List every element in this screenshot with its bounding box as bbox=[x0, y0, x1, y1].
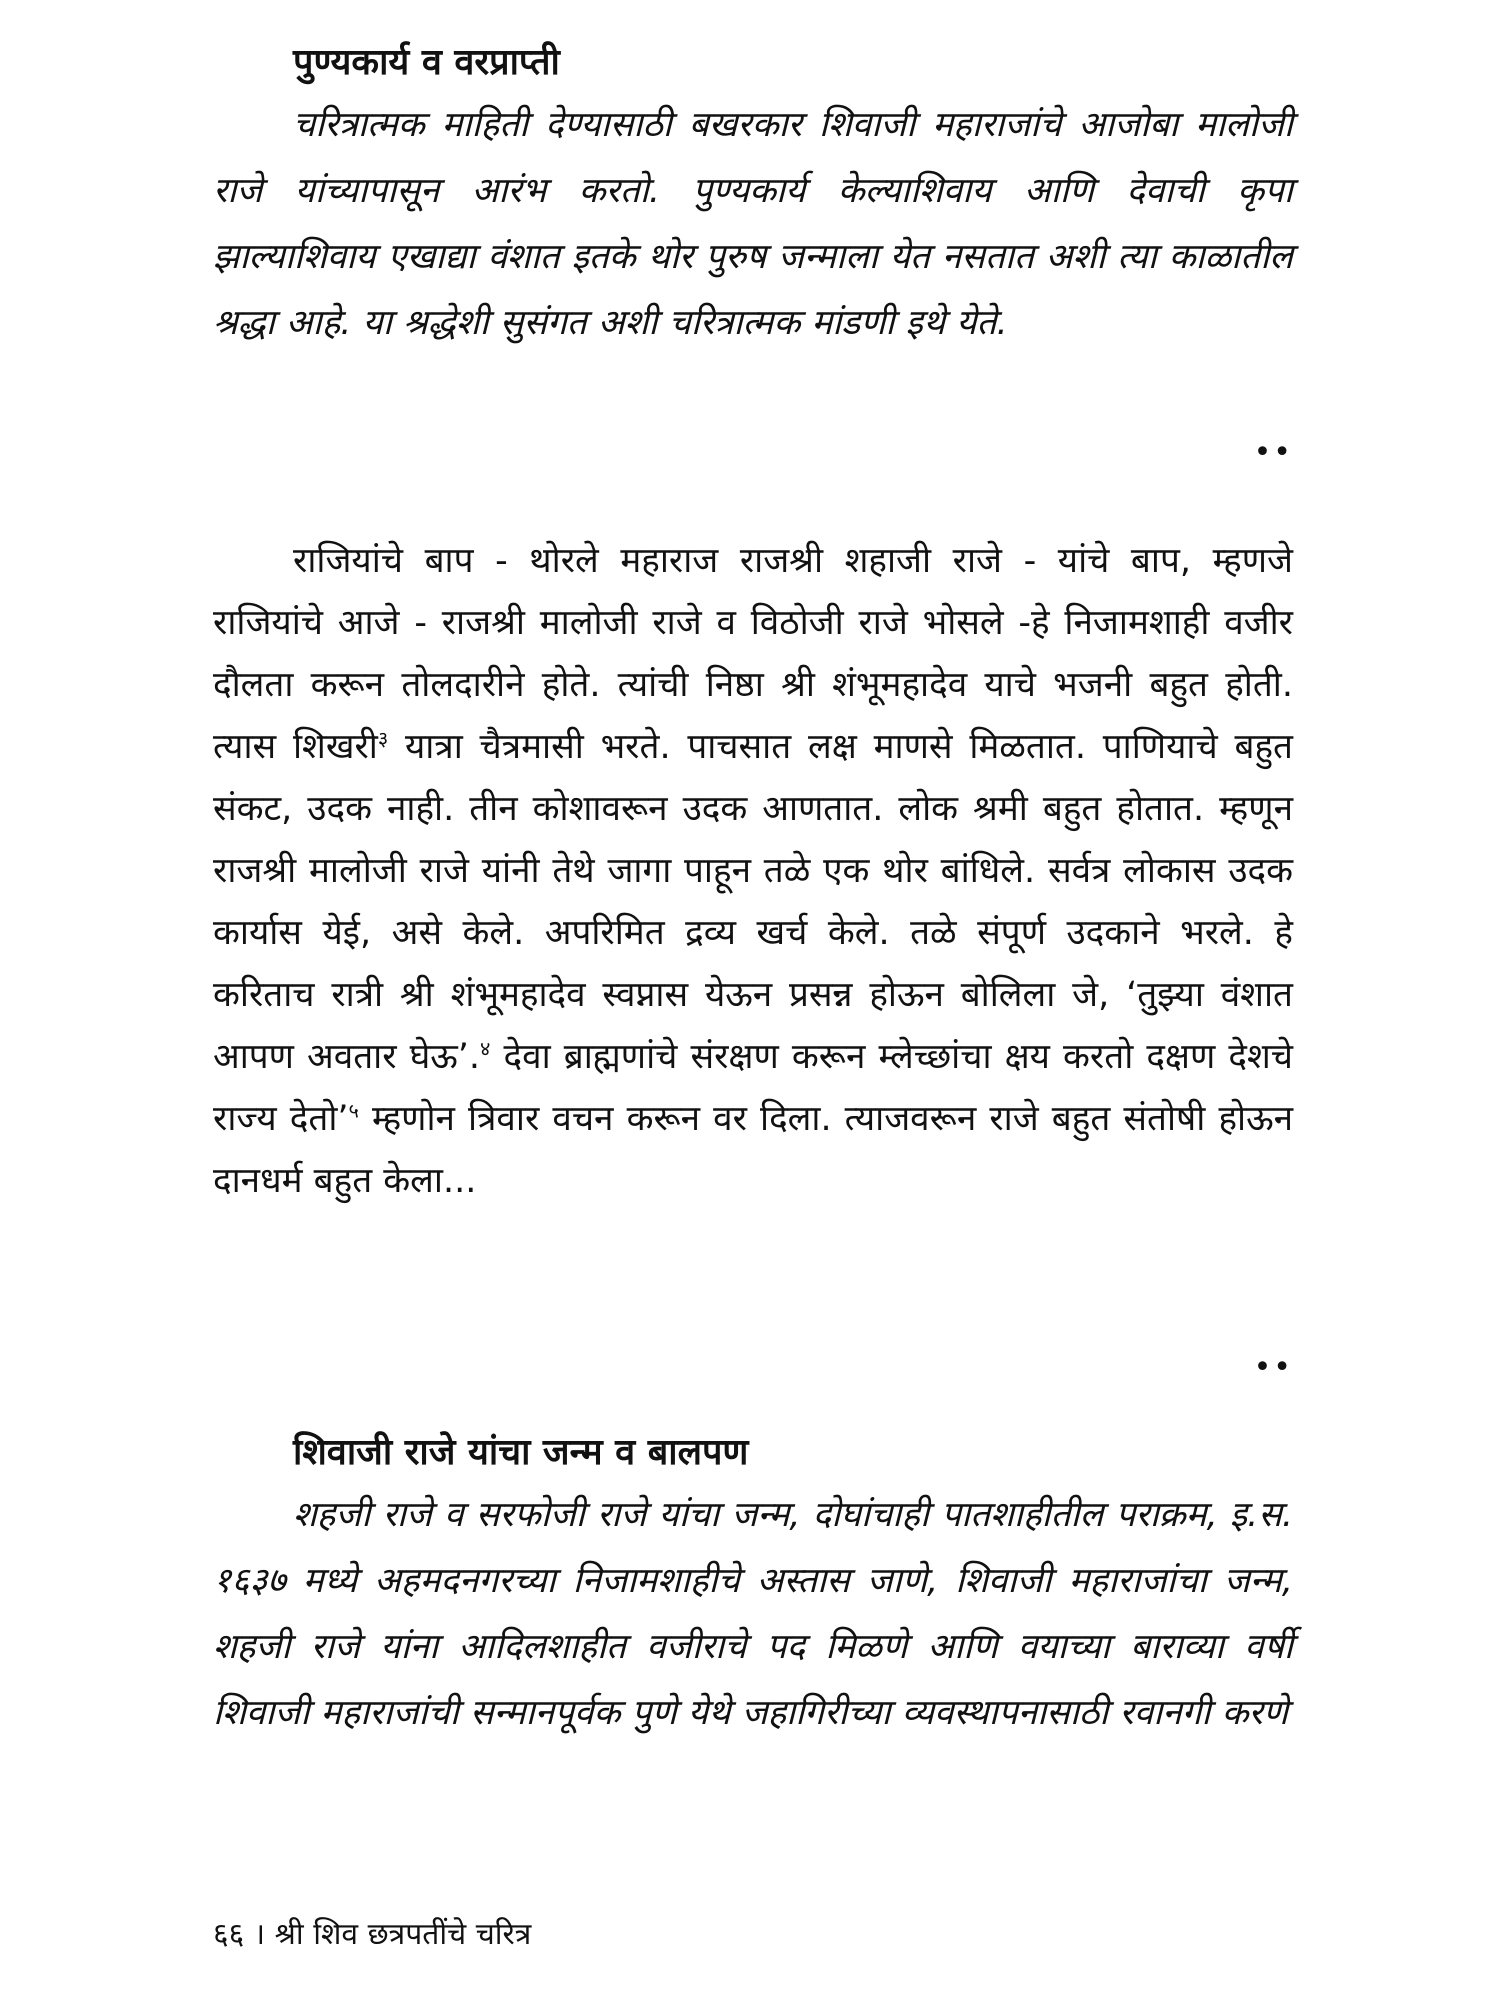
footnote-ref-5: ५ bbox=[348, 1098, 359, 1123]
passage-text: राजियांचे बाप - थोरले महाराज राजश्री शहाजी राजे - यांचे बाप, म्हणजे राजियांचे आजे - राजश्री मालोजी राजे व विठोजी राजे भोसले -हे निजामशाही वजीर दौलता करून तोलदारीने होते. त्यांची निष्ठा श्री शंभूमहादेव याचे भजनी बहुत होती. त्यास शिखरी bbox=[213, 541, 1293, 767]
footnote-ref-3: ३ bbox=[377, 726, 389, 751]
section-summary-shivaji-janma: शहजी राजे व सरफोजी राजे यांचा जन्म, दोघांचाही पातशाहीतील पराक्रम, इ.स. १६३७ मध्ये अहमदनगरच्या निजामशाहीचे अस्तास जाणे, शिवाजी महाराजांचा जन्म, शहजी राजे यांना आदिलशाहीत वजीराचे पद मिळणे आणि वयाच्या बाराव्या वर्षी शिवाजी महाराजांची सन्मानपूर्वक पुणे येथे जहागिरीच्या व्यवस्थापनासाठी रवानगी करणे bbox=[213, 1495, 1293, 1733]
passage-text: म्हणोन त्रिवार वचन करून वर दिला. त्याजवरून राजे बहुत संतोषी होऊन दानधर्म बहुत केला... bbox=[213, 1099, 1293, 1201]
section-heading-shivaji-janma: शिवाजी राजे यांचा जन्म व बालपण bbox=[293, 1432, 749, 1473]
page-footer bbox=[213, 1915, 531, 1955]
book-title: श्री शिव छत्रपतींचे चरित्र bbox=[274, 1917, 532, 1952]
footnote-ref-4: ४ bbox=[480, 1036, 491, 1061]
section-shivaji-janma bbox=[213, 1430, 1293, 1746]
footer-divider: । bbox=[253, 1917, 266, 1952]
passage-text: देवा ब्राह्मणांचे संरक्षण करून म्लेच्छांचा क्षय करतो दक्षण देशचे राज्य देतो’ bbox=[213, 1037, 1294, 1139]
section-punyakarya bbox=[213, 40, 1293, 356]
passage-text: यात्रा चैत्रमासी भरते. पाचसात लक्ष माणसे मिळतात. पाणियाचे बहुत संकट, उदक नाही. तीन कोशावरून उदक आणतात. लोक श्रमी बहुत होतात. म्हणून राजश्री मालोजी राजे यांनी तेथे जागा पाहून तळे एक थोर बांधिले. सर्वत्र लोकास उदक कार्यास येई, असे केले. अपरिमित द्रव्य खर्च केले. तळे संपूर्ण उदकाने भरले. हे करिताच रात्री श्री शंभूमहादेव स्वप्नास येऊन प्रसन्न होऊन बोलिला जे, ‘तुझ्या वंशात आपण अवतार घेऊ’. bbox=[213, 727, 1293, 1077]
page-number: ६६ bbox=[213, 1917, 245, 1952]
section-heading-punyakarya: पुण्यकार्य व वरप्राप्ती bbox=[293, 42, 560, 83]
section-separator: •• bbox=[1253, 1350, 1293, 1385]
section-summary-punyakarya: चरित्रात्मक माहिती देण्यासाठी बखरकार शिवाजी महाराजांचे आजोबा मालोजी राजे यांच्यापासून आरंभ करतो. पुण्यकार्य केल्याशिवाय आणि देवाची कृपा झाल्याशिवाय एखाद्या वंशात इतके थोर पुरुष जन्माला येत नसतात अशी त्या काळातील श्रद्धा आहे. या श्रद्धेशी सुसंगत अशी चरित्रात्मक मांडणी इथे येते. bbox=[213, 105, 1293, 343]
bakhar-passage bbox=[213, 530, 1293, 1212]
section-separator: •• bbox=[1253, 435, 1293, 470]
